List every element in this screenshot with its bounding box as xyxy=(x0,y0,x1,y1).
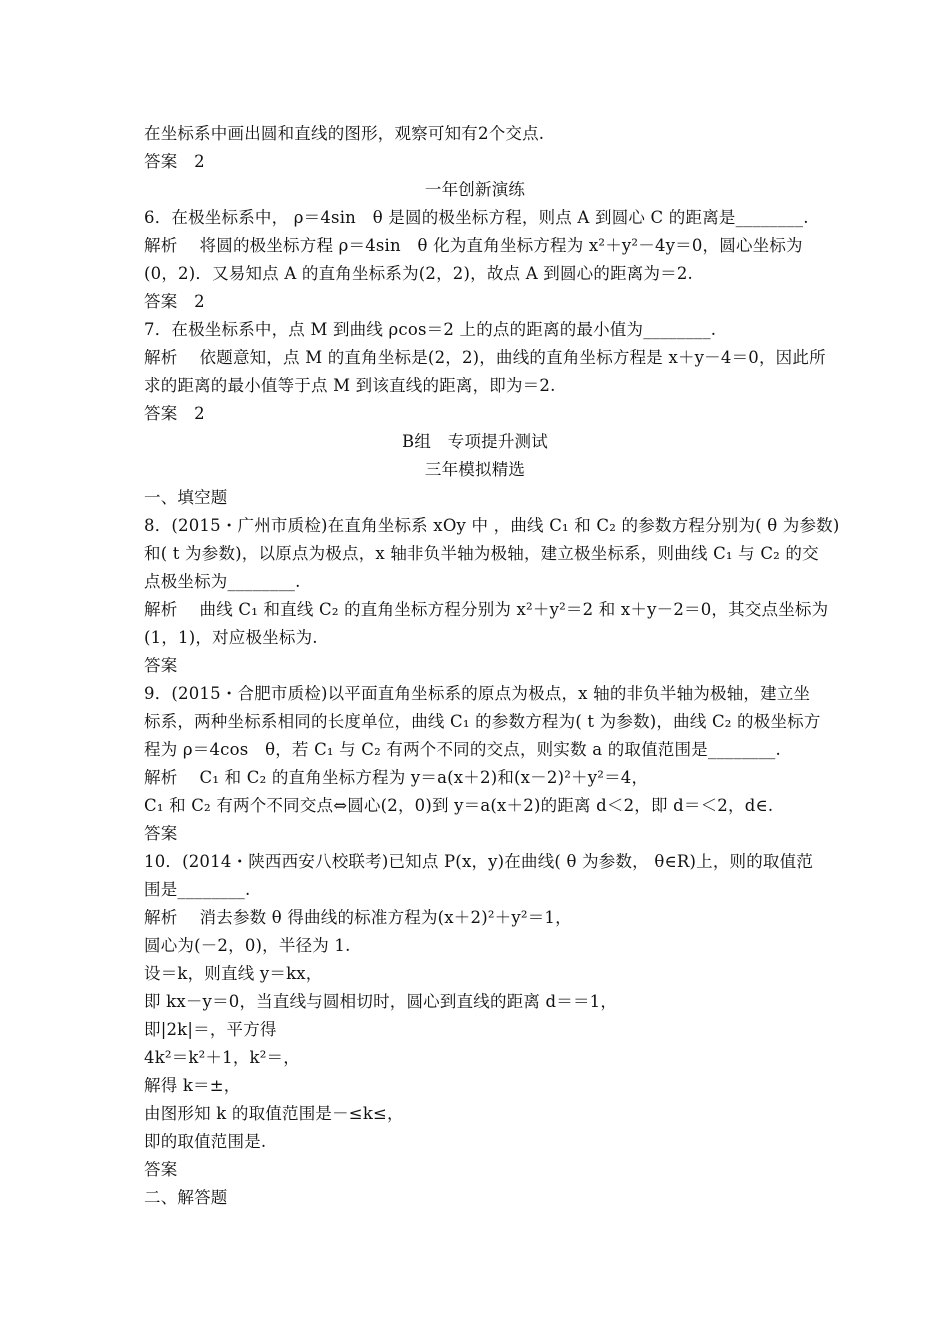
analysis-line: 设＝k，则直线 y＝kx， xyxy=(144,964,323,983)
question-6: 6．在极坐标系中， ρ＝4sin θ 是圆的极坐标方程，则点 A 到圆心 C 的距离是________. xyxy=(144,208,809,227)
question-10: 围是________. xyxy=(144,880,251,899)
answer-line: 答案 xyxy=(144,1160,178,1179)
analysis-line: 4k²＝k²＋1，k²＝， xyxy=(144,1048,300,1067)
analysis-line: 即的取值范围是. xyxy=(144,1132,267,1151)
analysis-line: 解析 C₁ 和 C₂ 的直角坐标方程为 y＝a(x＋2)和(x－2)²＋y²＝4， xyxy=(144,768,649,787)
answer-line: 答案 2 xyxy=(144,404,205,423)
analysis-line: 由图形知 k 的取值范围是－≤k≤， xyxy=(144,1104,404,1123)
analysis-line: 圆心为(－2，0)，半径为 1. xyxy=(144,936,351,955)
question-9: 程为 ρ＝4cos θ，若 C₁ 与 C₂ 有两个不同的交点，则实数 a 的取值范围是________. xyxy=(144,740,781,759)
section-heading: 三年模拟精选 xyxy=(424,460,526,479)
analysis-line: 即|2k|＝，平方得 xyxy=(144,1020,277,1039)
analysis-line: 解得 k＝±， xyxy=(144,1076,241,1095)
question-9: 标系，两种坐标系相同的长度单位，曲线 C₁ 的参数方程为( t 为参数)，曲线 C₂ 的极坐标方 xyxy=(144,712,821,731)
analysis-line: 即 kx－y＝0，当直线与圆相切时，圆心到直线的距离 d＝＝1， xyxy=(144,992,618,1011)
answer-line: 答案 xyxy=(144,824,178,843)
answer-line: 答案 2 xyxy=(144,152,205,171)
analysis-line: (1，1)，对应极坐标为. xyxy=(144,628,318,647)
answer-line: 答案 xyxy=(144,656,178,675)
question-7: 7．在极坐标系中，点 M 到曲线 ρcos＝2 上的点的距离的最小值为________. xyxy=(144,320,717,339)
analysis-line: 求的距离的最小值等于点 M 到该直线的距离，即为＝2. xyxy=(144,376,556,395)
text-line: 在坐标系中画出圆和直线的图形，观察可知有2个交点. xyxy=(144,124,545,143)
answer-line: 答案 2 xyxy=(144,292,205,311)
part-heading: 二、解答题 xyxy=(144,1188,228,1207)
part-heading: 一、填空题 xyxy=(144,488,228,507)
question-8: 点极坐标为________. xyxy=(144,572,301,591)
question-9: 9．(2015・合肥市质检)以平面直角坐标系的原点为极点，x 轴的非负半轴为极轴，建立坐 xyxy=(144,684,811,703)
analysis-line: 解析 将圆的极坐标方程 ρ＝4sin θ 化为直角坐标方程为 x²＋y²－4y＝0，圆心坐标为 xyxy=(144,236,803,255)
group-heading: B组 专项提升测试 xyxy=(402,432,548,451)
question-8: 和( t 为参数)，以原点为极点，x 轴非负半轴为极轴，建立极坐标系，则曲线 C₁ 与 C₂ 的交 xyxy=(144,544,819,563)
analysis-line: 解析 消去参数 θ 得曲线的标准方程为(x＋2)²＋y²＝1， xyxy=(144,908,572,927)
section-heading: 一年创新演练 xyxy=(424,180,526,199)
analysis-line: (0，2)．又易知点 A 的直角坐标系为(2，2)，故点 A 到圆心的距离为＝2. xyxy=(144,264,693,283)
question-8: 8．(2015・广州市质检)在直角坐标系 xOy 中 ，曲线 C₁ 和 C₂ 的参数方程分别为( θ 为参数) xyxy=(144,516,840,535)
analysis-line: 解析 依题意知，点 M 的直角坐标是(2，2)，曲线的直角坐标方程是 x＋y－4＝0，因此所 xyxy=(144,348,826,367)
question-10: 10．(2014・陕西西安八校联考)已知点 P(x，y)在曲线( θ 为参数， θ∈R)上，则的取值范 xyxy=(144,852,814,871)
analysis-line: C₁ 和 C₂ 有两个不同交点⇔圆心(2，0)到 y＝a(x＋2)的距离 d＜2，即 d＝＜2，d∈. xyxy=(144,796,774,815)
analysis-line: 解析 曲线 C₁ 和直线 C₂ 的直角坐标方程分别为 x²＋y²＝2 和 x＋y－2＝0，其交点坐标为 xyxy=(144,600,829,619)
